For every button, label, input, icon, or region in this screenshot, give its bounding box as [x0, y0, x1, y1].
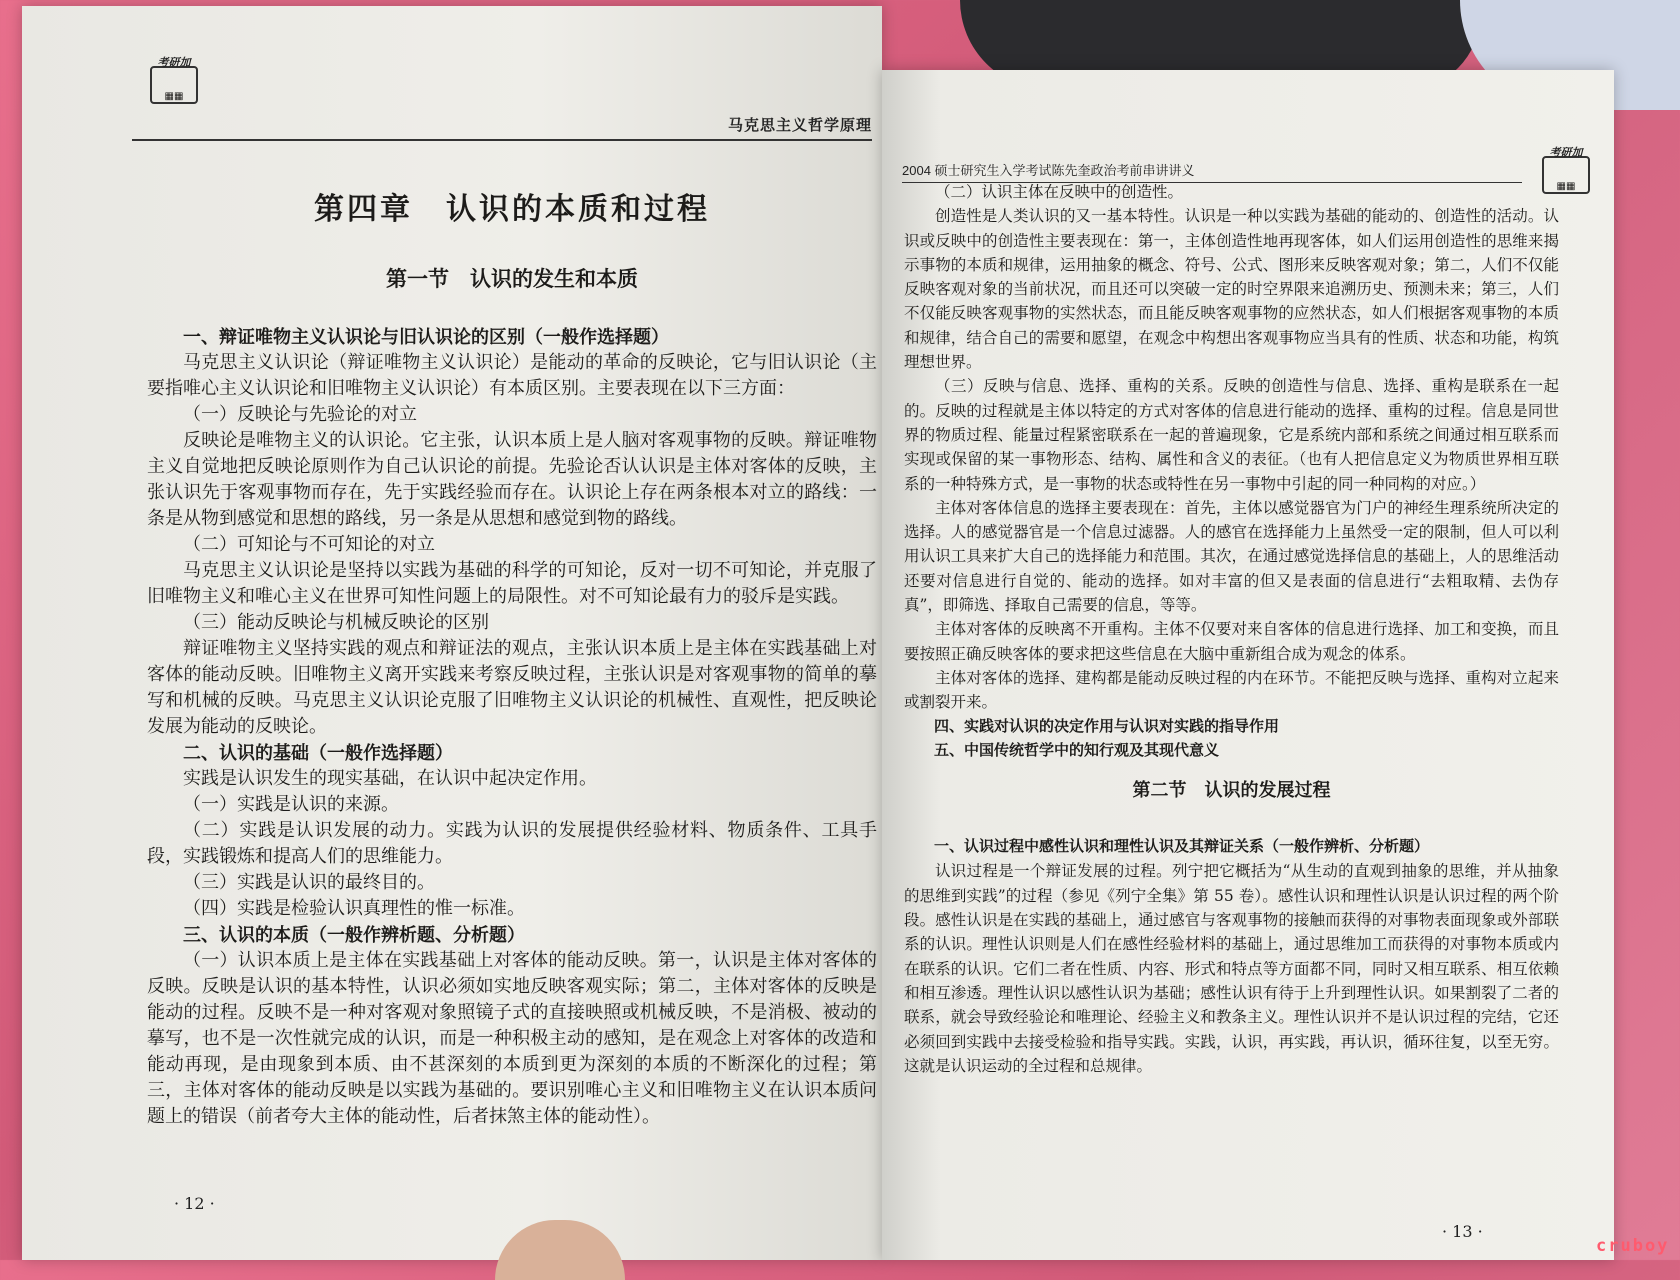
paragraph: 马克思主义认识论是坚持以实践为基础的科学的可知论，反对一切不可知论，并克服了旧唯物主义和唯心主义在世界可知性问题上的局限性。对不可知论最有力的驳斥是实践。: [147, 560, 877, 607]
paragraph: 主体对客体的选择、建构都是能动反映过程的内在环节。不能把反映与选择、重构对立起来或割裂开来。: [904, 668, 1559, 712]
paragraph: 主体对客体的反映离不开重构。主体不仅要对来自客体的信息进行选择、加工和变换，而且要按照正确反映客体的要求把这些信息在大脑中重新组合成为观念的体系。: [904, 620, 1559, 663]
left-page-content: [147, 176, 877, 1130]
subheading: （三）实践是认识的最终目的。: [183, 872, 435, 893]
heading: 一、辩证唯物主义认识论与旧认识论的区别（一般作选择题）: [183, 327, 669, 347]
paragraph: 辩证唯物主义坚持实践的观点和辩证法的观点，主张认识本质上是主体在实践基础上对客体的能动反映。旧唯物主义离开实践来考察反映过程，主张认识是对客观事物的简单的摹写和机械的反映。马克思主义认识论克服了旧唯物主义认识论的机械性、直观性，把反映论发展为能动的反映论。: [147, 638, 877, 737]
paragraph: 马克思主义认识论（辩证唯物主义认识论）是能动的革命的反映论，它与旧认识论（主要指唯心主义认识论和旧唯物主义认识论）有本质区别。主要表现在以下三方面：: [147, 352, 877, 399]
section-title: 第一节 认识的发生和本质: [386, 266, 638, 291]
paragraph: 创造性是人类认识的又一基本特性。认识是一种以实践为基础的能动的、创造性的活动。认识或反映中的创造性主要表现在：第一，主体创造性地再现客体，如人们运用创造性的思维来揭示事物的本质和规律，运用抽象的概念、符号、公式、图形来反映客观对象；第二，人们不仅能反映客观对象的当前状况，而且还可以突破一定的时空界限来追溯历史、预测未来；第三，人们不仅能反映客观事物的实然状态，而且能反映客观事物的应然状态，如人们根据客观事物的本质和规律，结合自己的需要和愿望，在观念中构想出客观事物应当具有的性质、状态和功能，构筑理想世界。: [904, 207, 1559, 372]
subheading: （一）反映论与先验论的对立: [183, 404, 417, 425]
running-head: 马克思主义哲学原理: [132, 114, 872, 141]
subheading: （二）认识主体在反映中的创造性。: [935, 183, 1184, 201]
subheading: （一）实践是认识的来源。: [183, 794, 399, 815]
heading: 一、认识过程中感性认识和理性认识及其辩证关系（一般作辨析、分析题）: [934, 838, 1430, 856]
running-head: 2004 硕士研究生入学考试陈先奎政治考前串讲讲义: [902, 160, 1522, 183]
subheading: （三）能动反映论与机械反映论的区别: [183, 612, 489, 633]
right-page-content: [904, 180, 1559, 1078]
subheading: （四）实践是检验认识真理性的惟一标准。: [183, 898, 525, 919]
paragraph: 反映论是唯物主义的认识论。它主张，认识本质上是人脑对客观事物的反映。辩证唯物主义自觉地把反映论原则作为自己认识论的前提。先验论否认认识是主体对客体的反映，主张认识先于客观事物而存在，先于实践经验而存在。认识论上存在两条根本对立的路线：一条是从物到感觉和思想的路线，另一条是从思想和感觉到物的路线。: [147, 430, 877, 529]
heading: 五、中国传统哲学中的知行观及其现代意义: [934, 741, 1220, 759]
paragraph: （一）认识本质上是主体在实践基础上对客体的能动反映。第一，认识是主体对客体的反映。反映是认识的基本特性，认识必须如实地反映客观实际；第二，主体对客体的反映是能动的过程。反映不是一种对客观对象照镜子式的直接映照或机械反映，不是消极、被动的摹写，也不是一次性就完成的认识，而是一种积极主动的感知，是在观念上对客体的改造和能动再现，是由现象到本质、由不甚深刻的本质到更为深刻的本质的不断深化的过程；第三，主体对客体的能动反映是以实践为基础的。要识别唯心主义和旧唯物主义在认识本质问题上的错误（前者夸大主体的能动性，后者抹煞主体的能动性）。: [147, 950, 877, 1127]
watermark: cruboy: [1596, 1236, 1670, 1256]
right-page: [882, 70, 1614, 1260]
paragraph: 认识过程是一个辩证发展的过程。列宁把它概括为“从生动的直观到抽象的思维，并从抽象的思维到实践”的过程（参见《列宁全集》第 55 卷）。感性认识和理性认识是认识过程的两个阶段。感性认识是在实践的基础上，通过感官与客观事物的接触而获得的对事物表面现象或外部联系的认识。理性认识则是人们在感性经验材料的基础上，通过思维加工而获得的对事物本质或内在联系的认识。它们二者在性质、内容、形式和特点等方面都不同，同时又相互联系、相互依赖和相互渗透。理性认识以感性认识为基础；感性认识有待于上升到理性认识。如果割裂了二者的联系，就会导致经验论和唯理论、经验主义和教条主义。理性认识并不是认识过程的完结，它还必须回到实践中去接受检验和指导实践。实践，认识，再实践，再认识，循环往复，以至无穷。这就是认识运动的全过程和总规律。: [904, 862, 1559, 1075]
chapter-title: 第四章 认识的本质和过程: [314, 192, 710, 227]
heading: 三、认识的本质（一般作辨析题、分析题）: [183, 925, 525, 945]
paragraph: （三）反映与信息、选择、重构的关系。反映的创造性与信息、选择、重构是联系在一起的。反映的过程就是主体以特定的方式对客体的信息进行能动的选择、重构的过程。信息是同世界的物质过程、能量过程紧密联系在一起的普遍现象，它是系统内部和系统之间通过相互联系而实现或保留的某一事物形态、结构、属性和含义的表征。（也有人把信息定义为物质世界相互联系的一种特殊方式，是一事物的状态或特性在另一事物中引起的同一种同构的对应。）: [904, 377, 1559, 493]
logo-icon: 考研加 ▦▦: [150, 66, 198, 104]
logo-text: 考研加: [157, 56, 191, 69]
paragraph: 主体对客体信息的选择主要表现在：首先，主体以感觉器官为门户的神经生理系统所决定的选择。人的感觉器官是一个信息过滤器。人的感官在选择能力上虽然受一定的限制，但人可以利用认识工具来扩大自己的选择能力和范围。其次，在通过感觉选择信息的基础上，人的思维活动还要对信息进行自觉的、能动的选择。如对丰富的但又是表面的信息进行“去粗取精、去伪存真”，即筛选、择取自己需要的信息，等等。: [904, 498, 1559, 615]
paragraph: 实践是认识发生的现实基础，在认识中起决定作用。: [183, 768, 597, 789]
heading: 四、实践对认识的决定作用与认识对实践的指导作用: [934, 717, 1280, 735]
logo-icon: 考研加 ▦▦: [1542, 156, 1590, 194]
subheading: （二）可知论与不可知论的对立: [183, 534, 435, 555]
logo-text: 考研加: [1549, 146, 1583, 159]
paragraph: （二）实践是认识发展的动力。实践为认识的发展提供经验材料、物质条件、工具手段，实践锻炼和提高人们的思维能力。: [147, 820, 877, 867]
page-number: · 13 ·: [1442, 1222, 1483, 1241]
heading: 二、认识的基础（一般作选择题）: [183, 743, 453, 763]
left-page: [22, 6, 882, 1260]
section-title: 第二节 认识的发展过程: [1132, 780, 1331, 802]
page-number: · 12 ·: [174, 1194, 215, 1213]
